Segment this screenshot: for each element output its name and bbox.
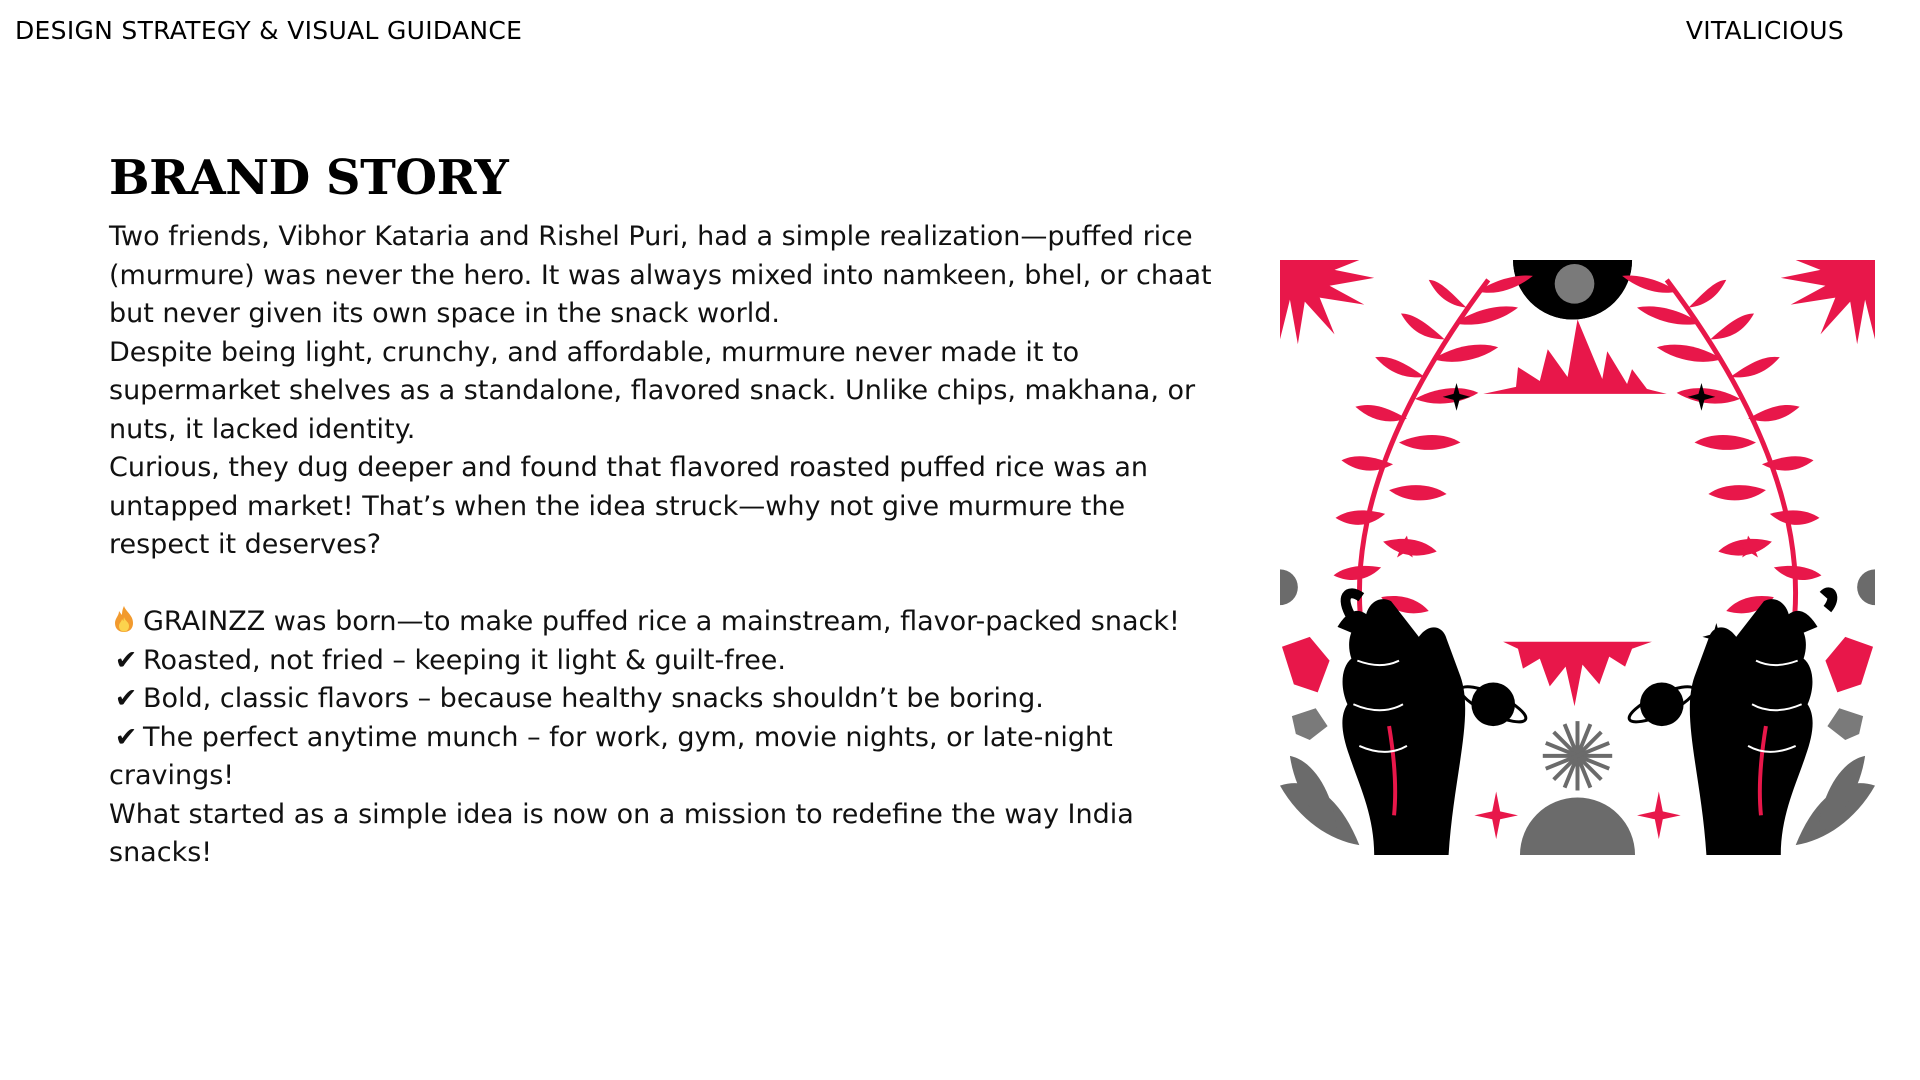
header-brand-label: VITALICIOUS <box>1685 16 1844 45</box>
header-left-label: DESIGN STRATEGY & VISUAL GUIDANCE <box>15 16 523 45</box>
top-red-burst-icon <box>1483 320 1666 394</box>
bullet-text: The perfect anytime munch – for work, gym, movie nights, or late-night cravings! <box>109 721 1113 791</box>
check-mark-icon: ✔ <box>114 683 138 714</box>
bullet-text: Roasted, not fried – keeping it light & guilt-free. <box>143 644 787 676</box>
paragraph-problem: Despite being light, crunchy, and affordable, murmure never made it to supermarket shelves as a standalone, flavored snack. Unlike chips, makhana, or nuts, it lacked identity. <box>109 336 1196 445</box>
grey-starburst-icon <box>1543 721 1612 790</box>
check-mark-icon: ✔ <box>114 644 138 676</box>
born-text: GRAINZZ was born—to make puffed rice a mainstream, flavor-packed snack! <box>143 606 1180 637</box>
small-red-star-icon <box>1397 536 1758 558</box>
left-hand-icon <box>1338 593 1466 855</box>
bullet-item <box>109 680 1224 719</box>
paragraph-origin: Two friends, Vibhor Kataria and Rishel Puri, had a simple realization—puffed rice (murmure) was never the hero. It was always mixed into namkeen, bhel, or chaat but never given its own space in the snack world. <box>109 221 1212 329</box>
bullet-text: Bold, classic flavors – because healthy snacks shouldn’t be boring. <box>143 683 1044 714</box>
check-mark-icon: ✔ <box>114 721 138 753</box>
paragraph-discovery: Curious, they dug deeper and found that flavored roasted puffed rice was an untapped market! That’s when the idea struck—why not give murmure the respect it deserves? <box>109 452 1149 560</box>
bottom-half-sun-icon <box>1520 797 1635 855</box>
sparkle-icon <box>1425 383 1730 671</box>
paragraph-mission: What started as a simple idea is now on a mission to redefine the way India snacks! <box>109 798 1134 868</box>
brand-story-text <box>109 218 1224 873</box>
bullet-item <box>109 719 1224 796</box>
top-half-sun-icon <box>1513 260 1632 320</box>
page-title: BRAND STORY <box>109 150 509 206</box>
fire-emoji-icon <box>109 604 139 634</box>
decorative-hands-illustration <box>1280 260 1875 855</box>
paragraph-born <box>109 603 1224 642</box>
bullet-item <box>109 642 1224 681</box>
paragraph-spacer <box>109 565 1224 604</box>
bottom-red-burst-icon <box>1503 642 1652 706</box>
